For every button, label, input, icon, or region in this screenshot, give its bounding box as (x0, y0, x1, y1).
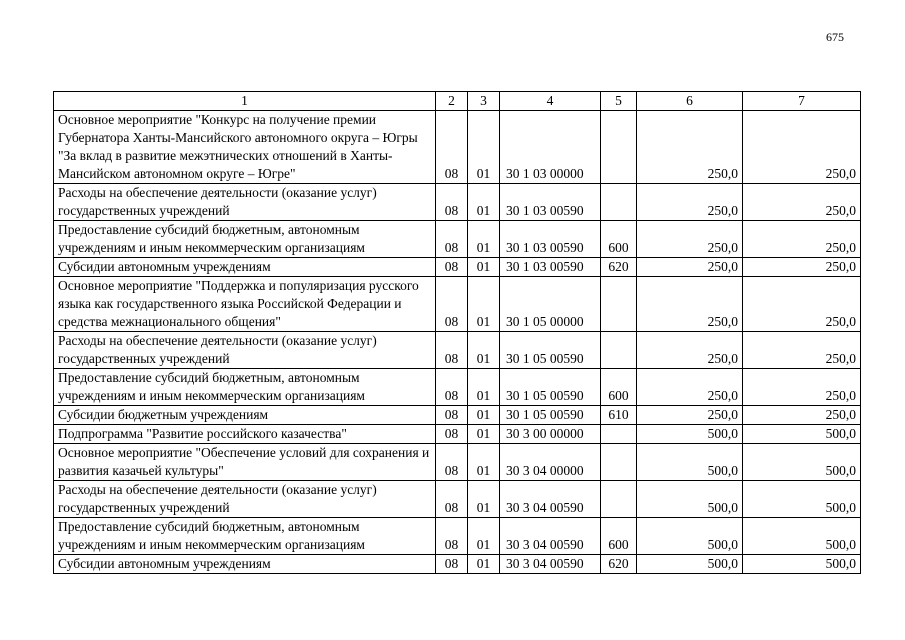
article-cell: 30 1 03 00590 (500, 258, 601, 277)
table-row (54, 481, 861, 518)
expense-type-cell (601, 332, 637, 369)
article-cell: 30 1 05 00000 (500, 277, 601, 332)
column-header: 2 (436, 92, 468, 111)
table-row (54, 555, 861, 574)
table-row (54, 444, 861, 481)
subsection-cell: 01 (468, 518, 500, 555)
article-cell: 30 1 05 00590 (500, 369, 601, 406)
expense-type-cell (601, 425, 637, 444)
row-name-cell: Субсидии автономным учреждениям (54, 555, 436, 574)
sum-cell: 250,0 (743, 221, 861, 258)
row-name-cell: Субсидии автономным учреждениям (54, 258, 436, 277)
column-header: 7 (743, 92, 861, 111)
subsection-cell: 01 (468, 425, 500, 444)
sum-cell: 250,0 (743, 258, 861, 277)
article-cell: 30 1 05 00590 (500, 406, 601, 425)
sum-cell: 500,0 (637, 518, 743, 555)
section-cell: 08 (436, 444, 468, 481)
sum-cell: 250,0 (637, 221, 743, 258)
section-cell: 08 (436, 277, 468, 332)
section-cell: 08 (436, 332, 468, 369)
section-cell: 08 (436, 111, 468, 184)
sum-cell: 500,0 (743, 518, 861, 555)
expense-type-cell: 600 (601, 369, 637, 406)
row-name-cell: Подпрограмма "Развитие российского казачества" (54, 425, 436, 444)
column-header: 4 (500, 92, 601, 111)
article-cell: 30 1 05 00590 (500, 332, 601, 369)
expense-type-cell: 610 (601, 406, 637, 425)
subsection-cell: 01 (468, 369, 500, 406)
table-row (54, 369, 861, 406)
section-cell: 08 (436, 369, 468, 406)
sum-cell: 500,0 (637, 444, 743, 481)
row-name-cell: Предоставление субсидий бюджетным, автономным учреждениям и иным некоммерческим организациям (54, 518, 436, 555)
table-row (54, 184, 861, 221)
subsection-cell: 01 (468, 481, 500, 518)
article-cell: 30 3 04 00000 (500, 444, 601, 481)
expense-type-cell (601, 277, 637, 332)
expense-type-cell (601, 444, 637, 481)
section-cell: 08 (436, 258, 468, 277)
article-cell: 30 1 03 00000 (500, 111, 601, 184)
sum-cell: 250,0 (637, 406, 743, 425)
row-name-cell: Расходы на обеспечение деятельности (оказание услуг) государственных учреждений (54, 481, 436, 518)
expense-type-cell: 600 (601, 221, 637, 258)
subsection-cell: 01 (468, 555, 500, 574)
column-header: 5 (601, 92, 637, 111)
row-name-cell: Основное мероприятие "Конкурс на получение премии Губернатора Ханты-Мансийского автономного округа – Югры "За вклад в развитие межэтнических отношений в Ханты-Мансийском автономном округе – Югре" (54, 111, 436, 184)
sum-cell: 500,0 (743, 425, 861, 444)
expense-type-cell (601, 481, 637, 518)
expense-type-cell: 620 (601, 258, 637, 277)
sum-cell: 250,0 (637, 184, 743, 221)
sum-cell: 250,0 (637, 111, 743, 184)
section-cell: 08 (436, 555, 468, 574)
article-cell: 30 3 04 00590 (500, 555, 601, 574)
sum-cell: 250,0 (743, 277, 861, 332)
table-row (54, 425, 861, 444)
expense-type-cell: 620 (601, 555, 637, 574)
row-name-cell: Основное мероприятие "Поддержка и популяризация русского языка как государственного языка Российской Федерации и средства межнационального общения" (54, 277, 436, 332)
row-name-cell: Расходы на обеспечение деятельности (оказание услуг) государственных учреждений (54, 184, 436, 221)
subsection-cell: 01 (468, 258, 500, 277)
sum-cell: 250,0 (637, 369, 743, 406)
sum-cell: 250,0 (743, 369, 861, 406)
expense-type-cell: 600 (601, 518, 637, 555)
article-cell: 30 1 03 00590 (500, 184, 601, 221)
sum-cell: 500,0 (743, 444, 861, 481)
sum-cell: 500,0 (637, 425, 743, 444)
section-cell: 08 (436, 184, 468, 221)
sum-cell: 250,0 (637, 332, 743, 369)
expense-type-cell (601, 184, 637, 221)
sum-cell: 500,0 (637, 555, 743, 574)
article-cell: 30 3 00 00000 (500, 425, 601, 444)
table-row (54, 111, 861, 184)
subsection-cell: 01 (468, 111, 500, 184)
sum-cell: 250,0 (743, 111, 861, 184)
subsection-cell: 01 (468, 277, 500, 332)
section-cell: 08 (436, 425, 468, 444)
sum-cell: 500,0 (743, 481, 861, 518)
subsection-cell: 01 (468, 444, 500, 481)
table-row (54, 518, 861, 555)
table-row (54, 406, 861, 425)
subsection-cell: 01 (468, 332, 500, 369)
row-name-cell: Предоставление субсидий бюджетным, автономным учреждениям и иным некоммерческим организациям (54, 369, 436, 406)
table-row (54, 277, 861, 332)
section-cell: 08 (436, 221, 468, 258)
article-cell: 30 3 04 00590 (500, 518, 601, 555)
row-name-cell: Предоставление субсидий бюджетным, автономным учреждениям и иным некоммерческим организациям (54, 221, 436, 258)
sum-cell: 500,0 (637, 481, 743, 518)
table-row (54, 258, 861, 277)
subsection-cell: 01 (468, 184, 500, 221)
sum-cell: 250,0 (637, 258, 743, 277)
table-row (54, 332, 861, 369)
row-name-cell: Субсидии бюджетным учреждениям (54, 406, 436, 425)
subsection-cell: 01 (468, 221, 500, 258)
page-number: 675 (826, 30, 844, 44)
column-header: 3 (468, 92, 500, 111)
sum-cell: 250,0 (637, 277, 743, 332)
section-cell: 08 (436, 518, 468, 555)
sum-cell: 500,0 (743, 555, 861, 574)
row-name-cell: Расходы на обеспечение деятельности (оказание услуг) государственных учреждений (54, 332, 436, 369)
expense-type-cell (601, 111, 637, 184)
sum-cell: 250,0 (743, 406, 861, 425)
header-row (54, 92, 861, 111)
table-row (54, 221, 861, 258)
row-name-cell: Основное мероприятие "Обеспечение условий для сохранения и развития казачьей культуры" (54, 444, 436, 481)
article-cell: 30 3 04 00590 (500, 481, 601, 518)
section-cell: 08 (436, 481, 468, 518)
budget-table (53, 91, 861, 574)
article-cell: 30 1 03 00590 (500, 221, 601, 258)
column-header: 6 (637, 92, 743, 111)
column-header: 1 (54, 92, 436, 111)
sum-cell: 250,0 (743, 332, 861, 369)
sum-cell: 250,0 (743, 184, 861, 221)
subsection-cell: 01 (468, 406, 500, 425)
section-cell: 08 (436, 406, 468, 425)
